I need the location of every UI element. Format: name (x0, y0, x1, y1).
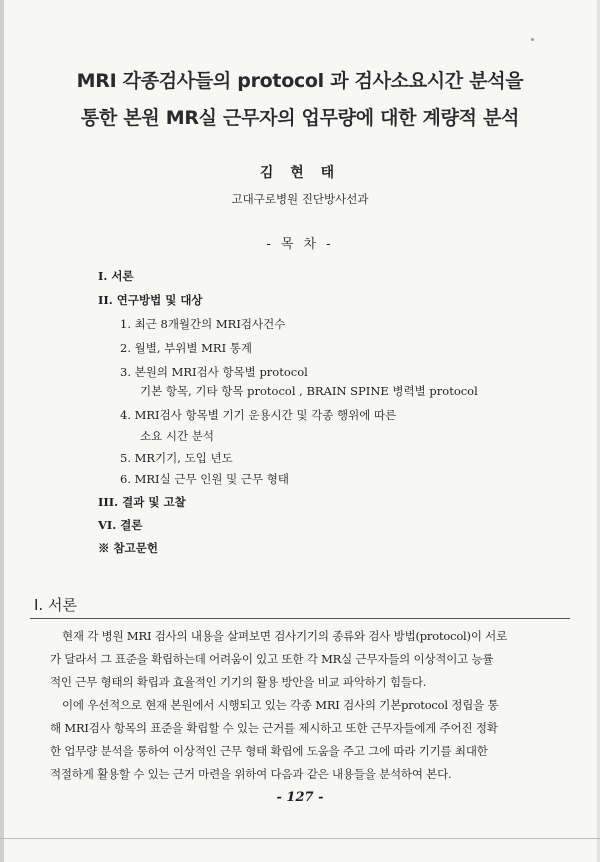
toc-item-intro: I. 서론 (98, 269, 134, 283)
toc-subitem-4: 4. MRI검사 항목별 기기 운용시간 및 각종 행위에 따른 (120, 408, 397, 422)
title-line-1: MRI 각종검사들의 protocol 과 검사소요시간 분석을 (76, 70, 524, 92)
scan-edge-left (0, 0, 4, 862)
toc-subitem-2: 2. 월별, 부위별 MRI 통계 (120, 341, 252, 355)
section-heading-intro: I. 서론 (34, 596, 77, 614)
title-line-2: 통한 본원 MR실 근무자의 업무량에 대한 계량적 분석 (80, 107, 520, 129)
toc-item-references: ※ 참고문헌 (98, 541, 158, 555)
toc-subitem-6: 6. MRI실 근무 인원 및 근무 형태 (120, 472, 289, 486)
scan-speck (531, 38, 534, 41)
page-number: - 127 - (276, 790, 324, 805)
toc-item-conclusion: VI. 결론 (98, 518, 143, 532)
section-divider (30, 618, 570, 619)
toc-subitem-3: 3. 본원의 MRI검사 항목별 protocol (120, 365, 308, 379)
toc-heading: - 목 차 - (266, 237, 334, 252)
author-name: 김 현 태 (259, 165, 341, 181)
paragraph-line-7: 적절하게 활용할 수 있는 근거 마련을 위하여 다음과 같은 내용들을 분석하여 본다. (50, 767, 452, 781)
toc-subitem-4-cont: 소요 시간 분석 (140, 429, 214, 443)
toc-subitem-3-detail: 기본 항목, 기타 항목 protocol , BRAIN SPINE 병력별 protocol (140, 384, 478, 398)
toc-item-methods: II. 연구방법 및 대상 (98, 293, 203, 307)
toc-item-results: III. 결과 및 고찰 (98, 495, 186, 509)
paragraph-line-2: 가 달라서 그 표준을 확립하는데 어려움이 있고 또한 각 MR실 근무자들의 이상적이고 능률 (50, 652, 494, 666)
paragraph-line-1: 현재 각 병원 MRI 검사의 내용을 살펴보면 검사기기의 종류와 검사 방법(protocol)이 서로 (62, 629, 507, 643)
scan-bottom-edge (0, 838, 600, 839)
toc-subitem-1: 1. 최근 8개월간의 MRI검사건수 (120, 317, 286, 331)
paragraph-line-3: 적인 근무 형태의 확립과 효율적인 기기의 활용 방안을 비교 파악하기 힘들다. (50, 675, 427, 689)
paragraph-line-6: 한 업무량 분석을 통하여 이상적인 근무 형태 확립에 도움을 주고 그에 따라 기기를 최대한 (50, 744, 488, 758)
toc-subitem-5: 5. MR기기, 도입 년도 (120, 451, 233, 465)
paragraph-line-4: 이에 우선적으로 현재 본원에서 시행되고 있는 각종 MRI 검사의 기본protocol 정립을 통 (62, 698, 499, 712)
author-affiliation: 고대구로병원 진단방사선과 (231, 192, 369, 206)
paragraph-line-5: 해 MRI검사 항목의 표준을 확립할 수 있는 근거를 제시하고 또한 근무자들에게 주어진 정확 (50, 721, 498, 735)
